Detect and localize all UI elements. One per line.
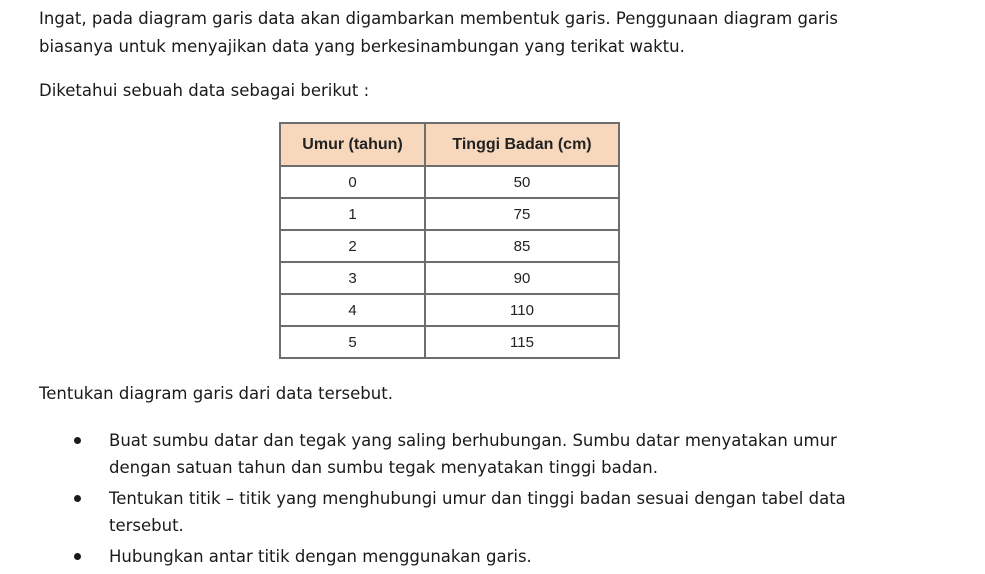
cell-height: 110	[425, 294, 619, 326]
cell-age: 3	[280, 262, 425, 294]
list-item	[0, 485, 889, 539]
intro-line-1: Ingat, pada diagram garis data akan digambarkan membentuk garis. Penggunaan diagram garis	[39, 9, 839, 28]
cell-age: 4	[280, 294, 425, 326]
task-paragraph: Tentukan diagram garis dari data tersebut.	[39, 384, 393, 403]
table-row	[280, 230, 619, 262]
table-header-row	[280, 123, 619, 166]
cell-age: 2	[280, 230, 425, 262]
cell-height: 75	[425, 198, 619, 230]
table-row	[280, 198, 619, 230]
bullet-icon	[74, 553, 81, 560]
intro-line-2: biasanya untuk menyajikan data yang berkesinambungan yang terikat waktu.	[39, 37, 685, 56]
step-line-2: tersebut.	[109, 516, 184, 535]
list-item	[0, 427, 889, 481]
bullet-icon	[74, 495, 81, 502]
cell-height: 115	[425, 326, 619, 358]
bullet-icon	[74, 437, 81, 444]
table-row	[280, 262, 619, 294]
age-height-table	[279, 122, 620, 359]
cell-height: 85	[425, 230, 619, 262]
step-line-1: Buat sumbu datar dan tegak yang saling berhubungan. Sumbu datar menyatakan umur	[109, 431, 837, 450]
header-height: Tinggi Badan (cm)	[425, 123, 619, 166]
step-line-1: Hubungkan antar titik dengan menggunakan garis.	[109, 547, 532, 566]
list-item	[0, 543, 889, 570]
step-line-1: Tentukan titik – titik yang menghubungi umur dan tinggi badan sesuai dengan tabel data	[109, 489, 846, 508]
intro-full-text	[0, 0, 1, 1]
table-row	[280, 294, 619, 326]
steps-list	[0, 427, 985, 574]
table-row	[280, 326, 619, 358]
header-age: Umur (tahun)	[280, 123, 425, 166]
cell-age: 1	[280, 198, 425, 230]
cell-age: 5	[280, 326, 425, 358]
cell-height: 90	[425, 262, 619, 294]
cell-age: 0	[280, 166, 425, 198]
step-line-2: dengan satuan tahun dan sumbu tegak menyatakan tinggi badan.	[109, 458, 658, 477]
table-row	[280, 166, 619, 198]
cell-height: 50	[425, 166, 619, 198]
intro-paragraph	[39, 5, 838, 61]
given-paragraph: Diketahui sebuah data sebagai berikut :	[39, 81, 370, 100]
